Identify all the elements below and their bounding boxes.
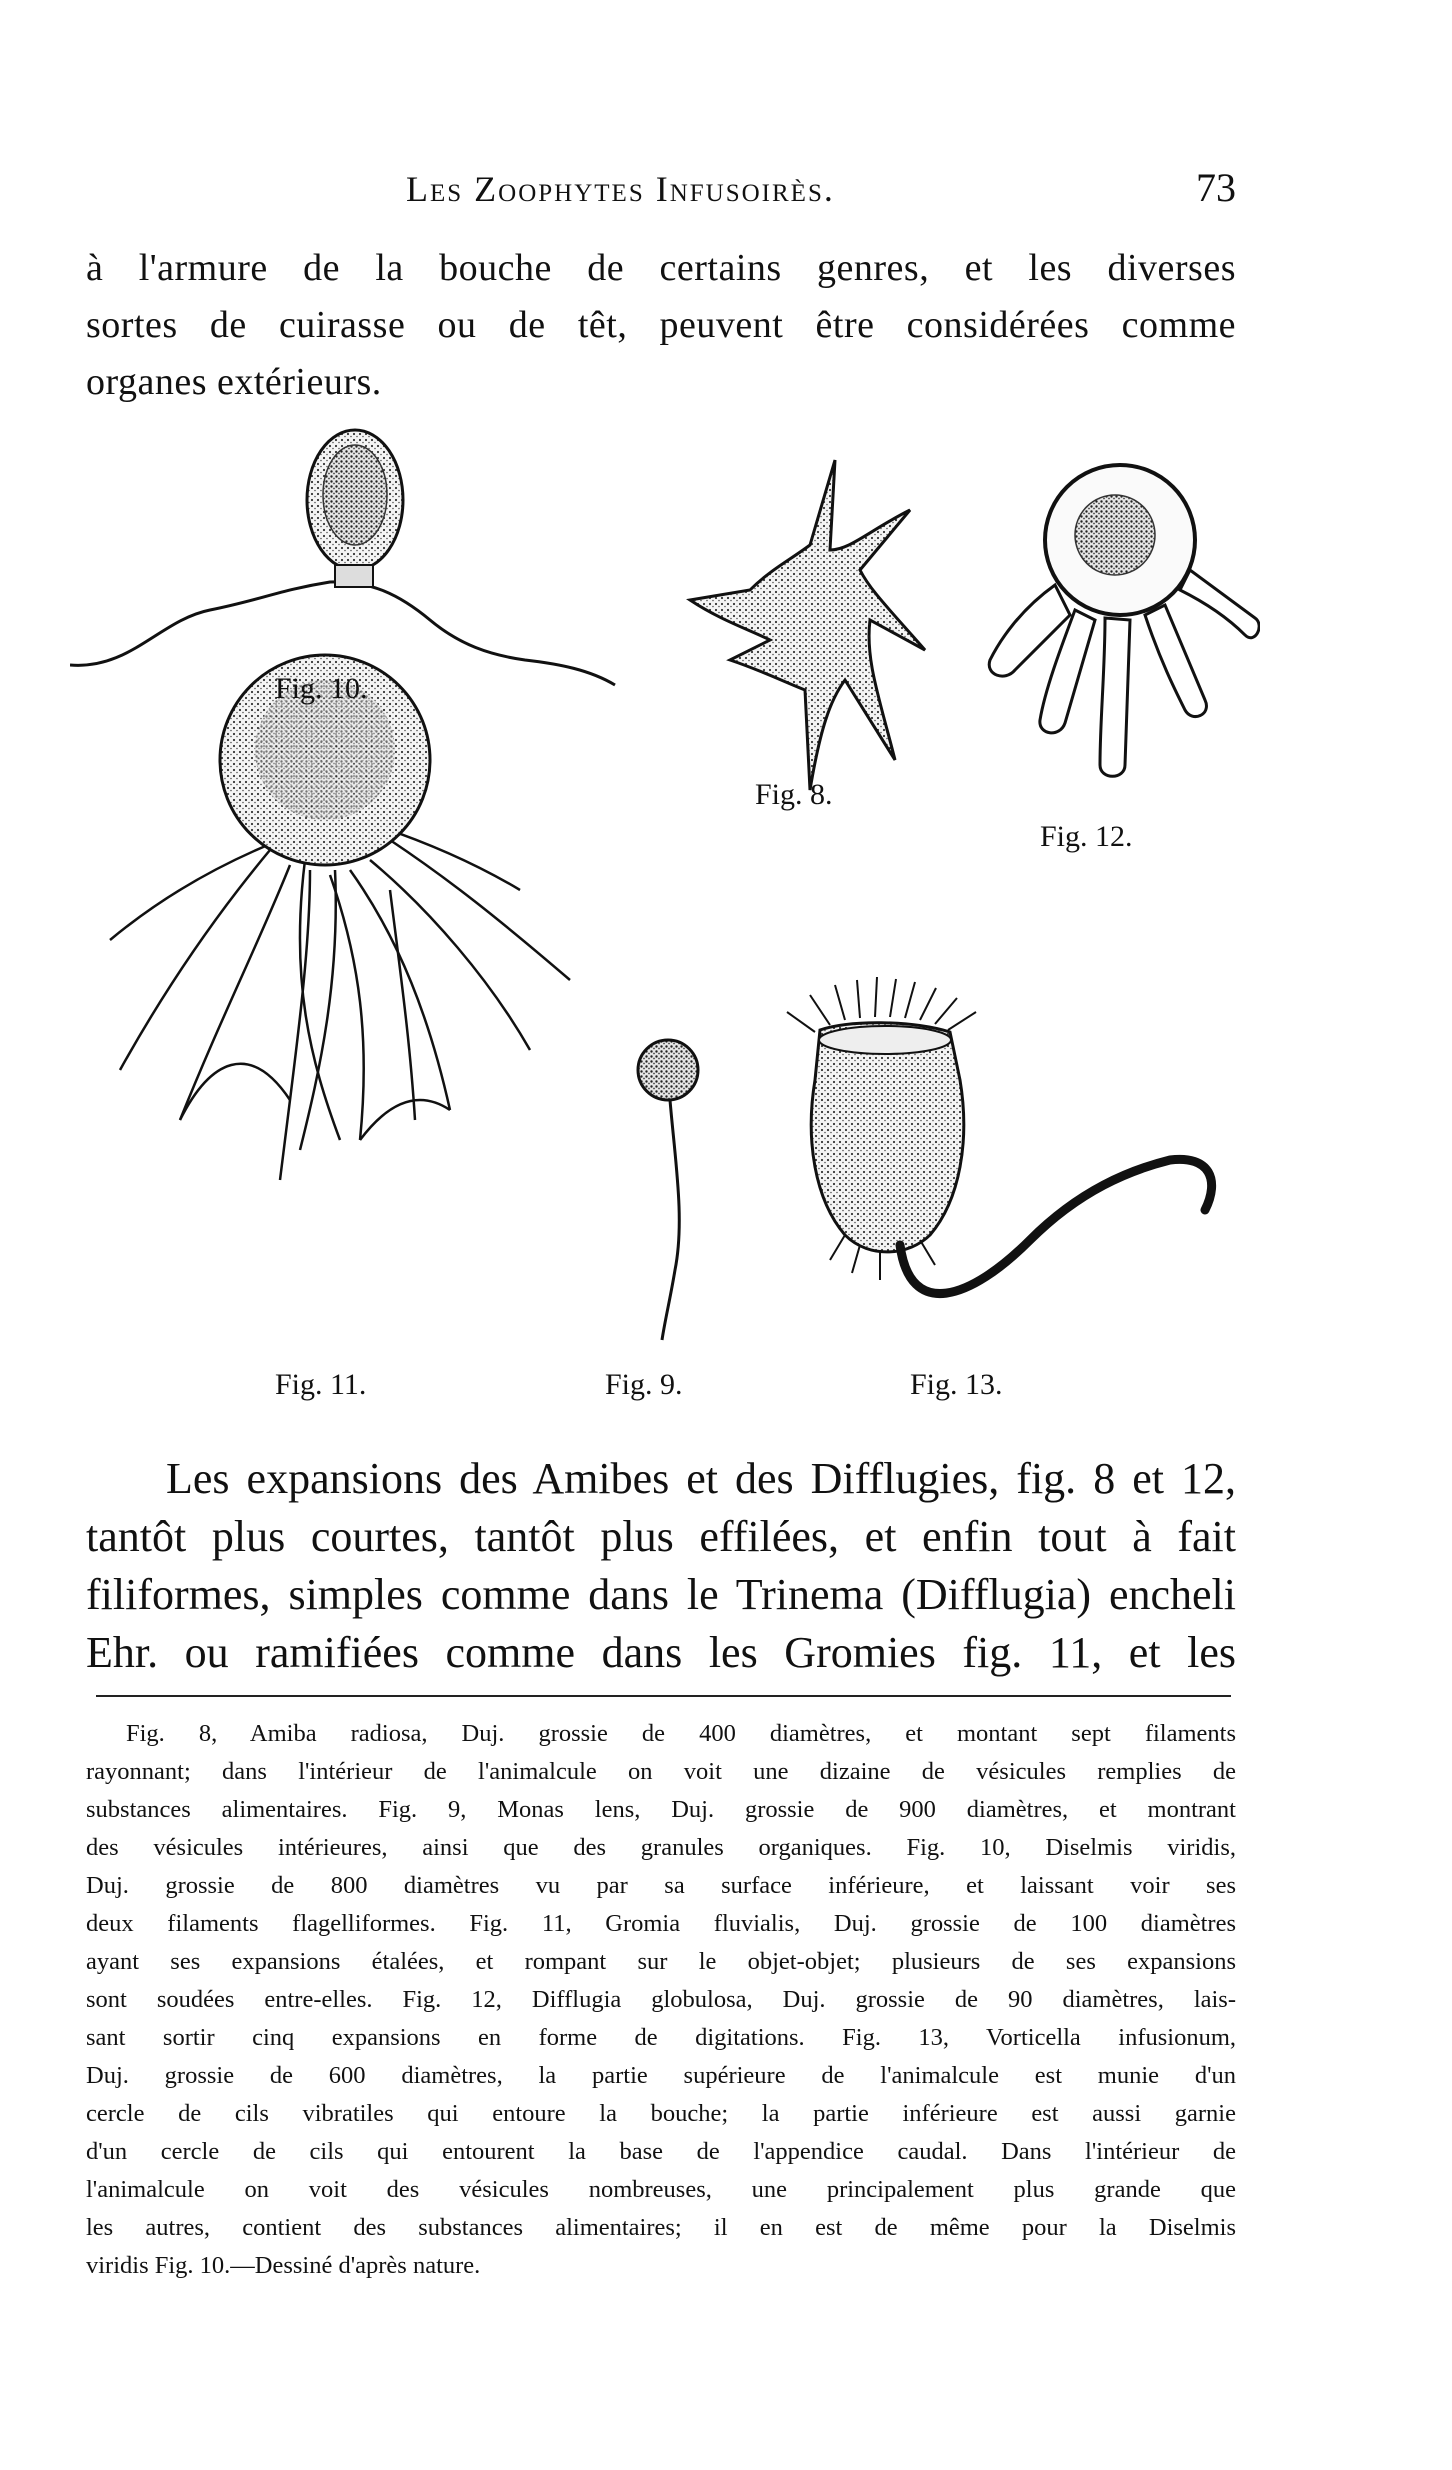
footnote-line: deux filaments flagelliformes. Fig. 11, Gromia fluvialis, Duj. grossie de 100 diamètres — [86, 1910, 1236, 1937]
footnote-line: ayant ses expansions étalées, et rompant sur le objet-objet; plusieurs de ses expansions — [86, 1948, 1236, 1975]
text-line: Ehr. ou ramifiées comme dans les Gromies fig. 11, et les — [86, 1628, 1236, 1677]
intro-paragraph — [86, 240, 1236, 411]
fig8-drawing — [690, 460, 925, 790]
footnote-line: substances alimentaires. Fig. 9, Monas lens, Duj. grossie de 900 diamètres, et montrant — [86, 1796, 1236, 1823]
fig12-label: Fig. 12. — [1040, 820, 1133, 853]
footnote-line: Fig. 8, Amiba radiosa, Duj. grossie de 400 diamètres, et montant sept filaments — [126, 1720, 1236, 1747]
footnote-line: Duj. grossie de 600 diamètres, la partie supérieure de l'animalcule est munie d'un — [86, 2062, 1236, 2089]
fig8-label: Fig. 8. — [755, 778, 833, 811]
fig13-label: Fig. 13. — [910, 1368, 1003, 1401]
footnote-line: les autres, contient des substances alimentaires; il en est de même pour la Diselmis — [86, 2214, 1236, 2241]
fig10-label: Fig. 10. — [275, 672, 368, 705]
fig11-drawing — [110, 655, 570, 1180]
fig13-drawing — [787, 977, 1212, 1294]
text-line: sortes de cuirasse ou de têt, peuvent être considérées comme — [86, 304, 1236, 346]
text-line: organes extérieurs. — [86, 361, 382, 403]
figure-plate — [70, 420, 1260, 1410]
footnote-line: l'animalcule on voit des vésicules nombreuses, une principalement plus grande que — [86, 2176, 1236, 2203]
text-line: Les expansions des Amibes et des Difflugies, fig. 8 et 12, — [166, 1454, 1236, 1503]
footnote-line: cercle de cils vibratiles qui entoure la bouche; la partie inférieure est aussi garnie — [86, 2100, 1236, 2127]
fig11-label: Fig. 11. — [275, 1368, 367, 1401]
text-line: filiformes, simples comme dans le Trinema (Difflugia) encheli — [86, 1570, 1236, 1619]
footnote-line: sant sortir cinq expansions en forme de digitations. Fig. 13, Vorticella infusionum, — [86, 2024, 1236, 2051]
footnote-block — [86, 1715, 1236, 2285]
text-line: à l'armure de la bouche de certains genres, et les diverses — [86, 247, 1236, 289]
body-paragraph — [86, 1450, 1236, 1682]
fig12-drawing — [989, 465, 1259, 776]
footnote-line: d'un cercle de cils qui entourent la base de l'appendice caudal. Dans l'intérieur de — [86, 2138, 1236, 2165]
footnote-divider — [96, 1695, 1231, 1697]
running-header — [86, 160, 1236, 220]
text-line: tantôt plus courtes, tantôt plus effilées, et enfin tout à fait — [86, 1512, 1236, 1561]
running-title: Les Zoophytes Infusoirès. — [406, 169, 835, 209]
figure-illustrations — [70, 420, 1260, 1410]
page-number: 73 — [1196, 165, 1236, 210]
footnote-line: rayonnant; dans l'intérieur de l'animalcule on voit une dizaine de vésicules remplies de — [86, 1758, 1236, 1785]
footnote-line: Duj. grossie de 800 diamètres vu par sa surface inférieure, et laissant voir ses — [86, 1872, 1236, 1899]
fig9-label: Fig. 9. — [605, 1368, 683, 1401]
fig9-drawing — [638, 1040, 698, 1340]
footnote-line: des vésicules intérieures, ainsi que des granules organiques. Fig. 10, Diselmis viridis, — [86, 1834, 1236, 1861]
footnote-line: viridis Fig. 10.—Dessiné d'après nature. — [86, 2252, 481, 2279]
footnote-line: sont soudées entre-elles. Fig. 12, Difflugia globulosa, Duj. grossie de 90 diamètres, lais- — [86, 1986, 1236, 2013]
fig10-drawing — [70, 430, 615, 685]
